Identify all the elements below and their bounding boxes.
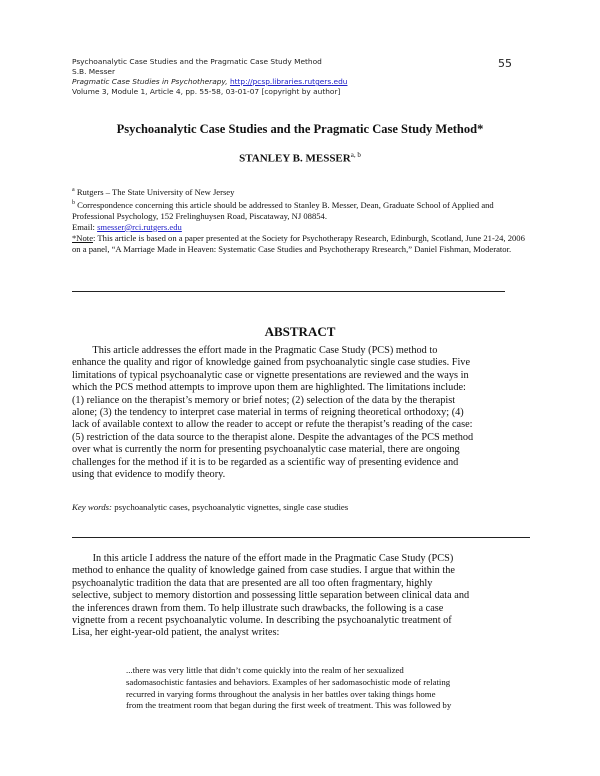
abstract-line: limitations of typical psychoanalytic case or vignette presentations are reviewed and the ways in	[72, 369, 469, 381]
page-number: 55	[498, 57, 512, 70]
affiliation-a-text: Rutgers – The State University of New Jersey	[74, 186, 235, 197]
body-paragraph	[72, 553, 530, 640]
abstract-divider	[72, 537, 530, 538]
header-author: S.B. Messer	[72, 67, 116, 76]
note-label: *Note	[72, 232, 94, 243]
keywords-text: psychoanalytic cases, psychoanalytic vignettes, single case studies	[112, 502, 349, 512]
abstract-line: alone; (3) the tendency to interpret case material in terms of reigning theoretical orthodoxy; (4)	[72, 407, 464, 419]
header-journal-name: Pragmatic Case Studies in Psychotherapy,	[72, 77, 228, 86]
email-line	[72, 222, 532, 233]
section-divider	[72, 291, 505, 292]
email-label: Email:	[72, 221, 98, 232]
body-line: vignette from a recent psychoanalytic volume. In describing the psychoanalytic treatment of	[72, 615, 452, 627]
abstract-line: lack of available context to allow the reader to accept or refute the therapist’s reading of the case:	[72, 419, 473, 431]
header-journal-link[interactable]: http://pcsp.libraries.rutgers.edu	[229, 77, 348, 86]
abstract-line: over what is currently the norm for presenting psychoanalytic case material, there are ongoing	[72, 444, 460, 456]
running-header	[72, 57, 347, 97]
quote-line: from the treatment room that began during the first week of treatment. This was followed by	[126, 700, 452, 711]
abstract-line: (5) restriction of the data source to the therapist alone. Despite the advantages of the PCS method	[72, 431, 474, 443]
affiliation-a-mark: a	[72, 187, 75, 193]
keywords-line	[72, 502, 348, 512]
abstract-line: This article addresses the effort made in the Pragmatic Case Study (PCS) method to	[72, 345, 438, 356]
affiliation-b	[72, 198, 532, 222]
abstract-heading: ABSTRACT	[264, 324, 336, 339]
abstract-line: challenges for the method if it is to be regarded as a scientific way of presenting evidence and	[72, 456, 459, 468]
body-line: psychoanalytic tradition the data that are presented are all too often fragmentary, highly	[72, 577, 433, 589]
affiliation-b-mark: b	[72, 199, 75, 206]
affiliations-block	[72, 185, 532, 255]
quote-line: recurred in varying forms throughout the analysis in her battles over taking things home	[126, 688, 436, 699]
body-line: selective, subject to memory distortion and possessing little separation between clinical data and	[72, 590, 470, 602]
header-volume-info: Volume 3, Module 1, Article 4, pp. 55-58, 03-01-07 [copyright by author]	[72, 87, 341, 96]
body-line: method to enhance the quality of knowledge gained from case studies. I argue that within the	[72, 565, 455, 577]
body-line: In this article I address the nature of the effort made in the Pragmatic Case Study (PCS)	[72, 553, 454, 564]
article-title: Psychoanalytic Case Studies and the Pragmatic Case Study Method*	[116, 122, 484, 136]
email-link[interactable]: smesser@rci.rutgers.edu	[97, 221, 182, 232]
header-journal-line	[72, 77, 347, 87]
header-article-title: Psychoanalytic Case Studies and the Pragmatic Case Study Method	[72, 57, 322, 66]
abstract-line: (1) reliance on the therapist’s memory or brief notes; (2) selection of the data by the therapist	[72, 394, 456, 406]
keywords-label: Key words:	[72, 502, 112, 512]
quote-line: ...there was very little that didn’t come quickly into the realm of her sexualized	[126, 665, 404, 675]
affiliation-a	[72, 185, 532, 198]
author-superscript: a, b	[350, 151, 361, 159]
body-line: Lisa, her eight-year-old patient, the analyst writes:	[72, 627, 280, 639]
abstract-line: enhance the quality and rigor of knowledge gained from psychoanalytic single case studies. Five	[72, 357, 471, 369]
note-text: : This article is based on a paper presented at the Society for Psychotherapy Research, Edinburgh, Scotland, June 21-24, 2006 on a panel, “A Marriage Made in Heaven: Systematic Case Studies and Psychotherapy Rresearch,” Daniel Fishman, Moderator.	[72, 232, 525, 254]
affiliation-b-text: Correspondence concerning this article should be addressed to Stanley B. Messer, Dean, Graduate School of Applied and Professional Psychology, 152 Frelinghuysen Road, Piscataway, NJ 08854.	[72, 199, 494, 221]
abstract-line: using that evidence to modify theory.	[72, 469, 226, 481]
quote-line: sadomasochistic fantasies and behaviors. Examples of her sadomasochistic mode of relating	[126, 676, 451, 687]
note	[72, 233, 532, 255]
author-line	[0, 151, 600, 165]
abstract-line: which the PCS method attempts to improve upon them are highlighted. The limitations include:	[72, 382, 466, 394]
author-name: STANLEY B. MESSER	[239, 152, 351, 165]
body-line: the inferences drawn from them. To help illustrate such drawbacks, the following is a case	[72, 602, 444, 614]
block-quote	[126, 665, 530, 712]
abstract-text	[72, 345, 530, 481]
